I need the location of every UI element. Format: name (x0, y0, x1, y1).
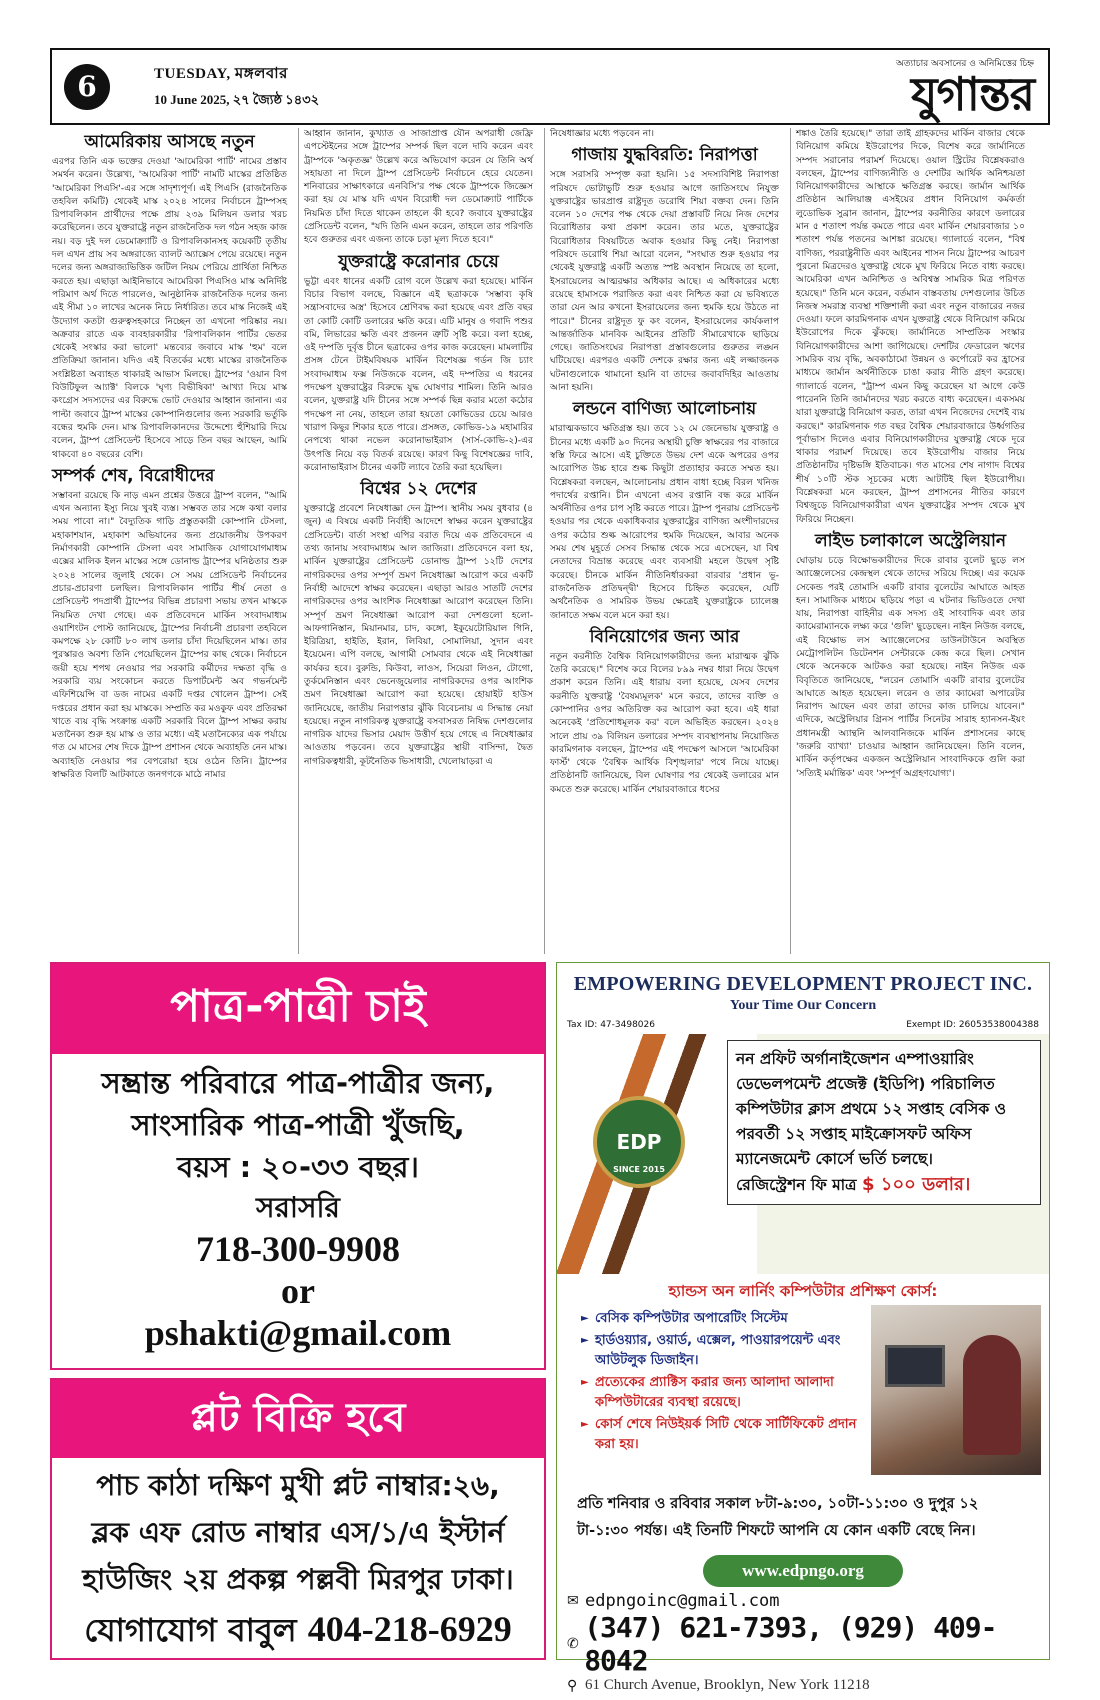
classroom-photo (871, 1305, 1041, 1475)
article-text: এরপর তিনি এক ভক্তের দেওয়া 'আমেরিকা পার্টি' নামের প্রস্তাব সমর্থন করেন। উল্লেখ্য, 'আমেরিকা পার্টি' নামটি মাস্কের প্রতিষ্ঠিত 'আমেরিকা পিএসি'-এর সঙ্গে সাদৃশ্যপূর্ণ। এই পিএসি (রাজনৈতিক তহবিল কমিটি) থেকেই মাস্ক ২০২৪ সালের নির্বাচনে ট্রাম্পসহ রিপাবলিকান প্রার্থীদের পক্ষে প্রায় ২৩৯ মিলিয়ন ডলার খরচ করেছিলেন। তবে যুক্তরাষ্ট্রে নতুন রাজনৈতিক দল গঠন সহজ কাজ নয়। বড় দুই দল ডেমোক্র্যাটি ও রিপাবলিকানসহ কয়েকটি তৃতীয় দল এখন প্রায় সব অঙ্গরাজ্যে ব্যালট অ্যাক্সেস পেয়ে রয়েছে। নতুন দলের জন্য অঙ্গরাজ্যভিত্তিক জটিল নিয়ম পেরিয়ে প্রার্থিতা নিশ্চিত করতে হয়। এছাড়া আইনিভাবে আমেরিকা পিএসিও মাস্ক অনির্দিষ্ট পরিমাণ অর্থ দিতে পারলেও, আনুষ্ঠানিক রাজনৈতিক দলের জন্য এই সীমা ১০ লাখের অনেক নিচে নির্ধারিত। তবে মাস্ক নিজেই এই উদ্যোগ কতটা গুরুত্বসহকারে নিচ্ছেন তা এখনো পরিষ্কার নয়। অক্রবার রাতে এক ব্যবহারকারীর 'রিপাবলিকান পার্টির ভেতর থেকেই সংস্কার করা ভালো' মন্তব্যের জবাবে মাস্ক 'হুম' বলে প্রতিক্রিয়া জানান। যদিও এই বিতর্কের মধ্যে মাস্কের রাজনৈতিক সংশ্লিষ্টতা অব্যাহত থাকারই আভাস মিলছে। ট্রাম্পের 'ওয়ান বিগ বিউটিফুল আ্যাক্ট' বিলকে 'ঘৃণ্য বিভীষিকা' আখ্যা দিয়ে মাস্ক কংগ্রেস সদস্যদের এর বিরুদ্ধে ভোট দেওয়ার আহ্বান জানান। এর পাল্টা জবাবে ট্রাম্প মাস্কের কোম্পানিগুলোর জন্য সরকারি ভর্তুকি বন্ধের হুমকি দেন। মাস্ক রিপাবলিকানদের উদ্দেশ্যে হুঁশিয়ারি দিয়ে বলেন, ট্রাম্প প্রেসিডেন্ট হিসেবে সাড়ে তিন বছর আছেন, আমি থাকবো ৪০ বছরের বেশি। (52, 157, 287, 460)
headline-london-trade-talks: লন্ডনে বাণিজ্য আলোচনায় (572, 399, 757, 420)
plot-ad-contact-label: যোগাযোগ বাবুল (84, 1611, 297, 1649)
envelope-icon: ✉ (567, 1593, 579, 1609)
plot-ad-line: ব্লক এফ রোড নাম্বার এস/১/এ ইস্টার্ন (91, 1516, 505, 1549)
headline-australian-reporter: লাইভ চলাকালে অস্ট্রেলিয়ান (814, 530, 1007, 551)
edp-course-list (581, 1309, 871, 1457)
edp-schedule: প্রতি শনিবার ও রবিবার সকাল ৮টা-৯:৩০, ১০টা-১১:৩০ ও দুপুর ১২ টা-১:৩০ পর্যন্ত। এই তিনটি শিফটে আপনি যে কোন একটি বেছে নিন। (577, 1496, 979, 1539)
plot-ad-line: হাউজিং ২য় প্রকল্প পল্লবী মিরপুর ঢাকা। (82, 1563, 514, 1596)
matrimony-ad-age: বয়স : ২০-৩৩ বছর। (177, 1150, 419, 1184)
edp-email[interactable]: edpngoinc@gmail.com (585, 1591, 780, 1611)
news-column-4 (790, 128, 1025, 954)
newspaper-logo: যুগান্তর (911, 67, 1034, 121)
edp-email-row (567, 1591, 1039, 1611)
matrimony-ad-line: সাংসারিক পাত্র-পাত্রী খুঁজছি, (131, 1108, 465, 1142)
location-pin-icon: ⚲ (567, 1677, 578, 1694)
matrimony-ad-heading: পাত্র-পাত্রী চাই (52, 964, 544, 1054)
edp-address: 61 Church Avenue, Brooklyn, New York 11218 (585, 1677, 870, 1693)
plot-ad-line: পাচ কাঠা দক্ষিণ মুখী প্লট নাম্বার:২৬, (96, 1469, 500, 1502)
edp-contact (557, 1587, 1049, 1694)
matrimony-ad-email[interactable]: pshakti@gmail.com (144, 1313, 452, 1353)
news-column-2 (298, 128, 533, 954)
article-text: সম্ভাবনা রয়েছে কি নাড় এমন প্রশ্নের উত্তরে ট্রাম্প বলেন, "আমি এখন অন্যান্য ইস্যু নিয়ে খুবই ব্যস্ত। সম্ভবত তার সঙ্গে কথা বলার সময় পাবো না।" বৈদ্যুতিক গাড়ি প্রস্তুতকারী কোম্পানি টেসলা, মহাকাশযান, মহাকাশ অভিযানের জন্য প্রয়োজনীয় উপকরণ নির্মাণকারী কোম্পানি টেসলা এবং সামাজিক যোগাযোগমাধ্যম এক্সের মালিক ইলন মাস্কের সঙ্গে ডোনাল্ড ট্রাম্পের ঘনিষ্ঠতার শুরু ২০২৪ সালের জুলাই থেকে। সে সময় প্রেসিডেন্ট নির্বাচনের প্রচার-প্রচারণা চলছিল। রিপাবলিকান পার্টির শীর্ষ নেতা ও প্রেসিডেন্ট পদপ্রার্থী ট্রাম্পের বিভিন্ন প্রচারণা সভায় তখন মাস্ককে নিয়মিত দেখা গেছে। এক প্রতিবেদনে মার্কিন সংবাদমাধ্যম ওয়াশিংটন পোস্ট জানিয়েছে, ট্রাম্পের নির্বাচনী প্রচারণা তহবিলে কমপক্ষে ২৮ কোটি ৮০ লাখ ডলার চাঁদা দিয়েছিলেন মাস্ক। তার পুরস্কারও অবশ্য তিনি পেয়েছিলেন ট্রাম্পের কাছ থেকে। নির্বাচনে জয়ী হয়ে শপথ নেওয়ার পর সরকারি কর্মীদের দক্ষতা বৃদ্ধি ও সরকারি ব্যয় সংকোচন করতে ডিপার্টমেন্ট অব গভর্নমেন্ট এফিশিয়েন্সি বা ডজ নামের একটি দপ্তর খোলেন ট্রাম্প। সেই দপ্তরের প্রধান করা হয় মাস্ককে। সম্প্রতি কর মওকুফ এবং প্রতিরক্ষা খাতে ব্যয় বৃদ্ধি সংক্রান্ত একটি সরকারি বিলে ট্রাম্প সাক্ষর করায় মতানৈক্য শুরু হয় মাস্ক ও তার মধ্যে। এই মতানৈক্যের এক পর্যায়ে গত মে মাসের শেষ দিকে ট্রাম্প প্রশাসন থেকে অব্যাহতি নেন মাস্ক। অব্যাহতি নেওয়ার পর বেপরোয়া হয়ে ওঠেন তিনি। ট্রাম্পের স্বাক্ষরিত বিলটি আটকাতে জনগণকে মাঠে নামার (52, 490, 287, 781)
edp-fee-label: রেজিস্ট্রেশন ফি মাত্র (736, 1176, 857, 1194)
plot-ad-contact (58, 1603, 538, 1656)
headline-worse-than-corona: যুক্তরাষ্ট্রে করোনার চেয়ে (338, 251, 499, 272)
edp-logo-since: SINCE 2015 (613, 1165, 665, 1174)
matrimony-ad (50, 962, 546, 1370)
edp-logo-text: EDP (616, 1130, 662, 1154)
phone-icon: ✆ (567, 1636, 579, 1652)
edp-course-heading: হ্যান্ডস অন লার্নিং কম্পিউটার প্রশিক্ষণ কোর্স: (668, 1282, 938, 1300)
student-figure (963, 1335, 1021, 1455)
edp-intro-box (727, 1040, 1041, 1205)
edp-fee-amount: $ ১০০ ডলার। (861, 1174, 971, 1195)
news-column-1 (52, 128, 287, 954)
dateline-date: 10 June 2025, ২৭ জ্যৈষ্ঠ ১৪৩২ (154, 91, 320, 107)
article-text: আহ্বান জানান, কুখ্যাত ও সাজাপ্রাপ্ত যৌন অপরাধী জেফ্রি এপস্টেইনের সঙ্গে ট্রাম্পের সম্পর্ক ছিল বলে দাবি করেন এবং ট্রাম্পকে 'অকৃতজ্ঞ' উল্লেখ করে অভিযোগ করেন যে তিনি অর্থ সহায়তা না দিলে ট্রাম্প প্রেসিডেন্ট নির্বাচনে হেরে যেতেন। শনিবারের সাক্ষাৎকারে এনবিসি'র পক্ষ থেকে ট্রাম্পকে জিজ্ঞেস করা হয় যে মাস্ক যদি এখন বিরোধী দল ডেমোক্র্যাট পার্টিকে নিয়মিত চাঁদা দিতে থাকেন তাহলে কী হবে? জবাবে যুক্তরাষ্ট্রের প্রেসিডেন্ট বলেন, "যদি তিনি এমন করেন, তাহলে তার পরিণতি হবে গুরুতর এবং এজন্য তাকে চড়া মূল্য দিতে হবে।" (304, 129, 533, 246)
plot-ad-heading: প্লট বিক্রি হবে (52, 1380, 544, 1458)
edp-logo (593, 1096, 685, 1188)
article-text: যুক্তরাষ্ট্রে প্রবেশে নিষেধাজ্ঞা দেন ট্রাম্প। স্থানীয় সময় বুধবার (৪ জুন) এ বিষয়ে একটি নির্বাহী আদেশে স্বাক্ষর করেন যুক্তরাষ্ট্রের প্রেসিডেন্ট। বার্তা সংস্থা এপির বরাত দিয়ে এক প্রতিবেদনে এ তথ্য জানায় সংবাদমাধ্যম আল জাজিরা। প্রতিবেদনে বলা হয়, মার্কিন যুক্তরাষ্ট্রের প্রেসিডেন্ট ডোনাল্ড ট্রাম্প ১২টি দেশের নাগরিকদের ওপর সম্পূর্ণ ভ্রমণ নিষেধাজ্ঞা আরোপ করে একটি নির্বাহী আদেশে স্বাক্ষর করেছেন। এছাড়া আরও সাতটি দেশের নাগরিকদের ওপর আংশিক নিষেধাজ্ঞা আরোপ করেছেন তিনি। সম্পূর্ণ ভ্রমণ নিষেধাজ্ঞা আরোপ করা দেশগুলো হলো- আফগানিস্তান, মিয়ানমার, চাদ, কঙ্গো, ইকুয়েটোরিয়াল গিনি, ইরিত্রিয়া, হাইতি, ইরান, লিবিয়া, সোমালিয়া, সুদান এবং ইয়েমেন। এপি বলছে, আগামী সোমবার থেকে এই নিষেধাজ্ঞা কার্যকর হবে। বুরুন্ডি, কিউবা, লাওস, সিয়েরা লিওন, টোগো, তুর্কমেনিস্তান এবং ভেনেজুয়েলার নাগরিকদের ওপর আংশিক ভ্রমণ নিষেধাজ্ঞা আরোপ করা হয়েছে। হোয়াইট হাউস জানিয়েছে, জাতীয় নিরাপত্তার ঝুঁকি বিবেচনায় এ সিদ্ধান্ত নেয়া হয়েছে। নতুন নাগরিকত্ব যুক্তরাষ্ট্রে বসবাসরত নিষিদ্ধ দেশগুলোর নাগরিক যাদের ভিসার মেয়াদ উত্তীর্ণ হয়ে গেছে এ নিষেধাজ্ঞার আওতায় পড়বেন। তবে যুক্তরাষ্ট্রের স্থায়ী বাসিন্দা, দ্বৈত নাগরিকত্বধারী, কূটনৈতিক ভিসাধারী, খেলোয়াড়রা এ (304, 504, 533, 767)
matrimony-ad-line: সম্ভ্রান্ত পরিবারে পাত্র-পাত্রীর জন্য, (101, 1066, 495, 1100)
matrimony-ad-direct: সরাসরি (256, 1191, 340, 1224)
edp-phones[interactable]: (347) 621-7393, (929) 409-8042 (584, 1611, 997, 1677)
edp-course-item: ► কোর্স শেষে নিউইয়র্ক সিটি থেকে সার্টিফিকেট প্রদান করা হয়। (581, 1415, 871, 1455)
article-text: নিষেধাজ্ঞার মধ্যে পড়বেন না। (550, 129, 655, 139)
edp-website-link[interactable]: www.edpngo.org (703, 1555, 903, 1587)
edp-tagline: Your Time Our Concern (729, 998, 877, 1013)
headline-gaza-ceasefire: গাজায় যুদ্ধবিরতি: নিরাপত্তা (571, 145, 758, 166)
edp-title: EMPOWERING DEVELOPMENT PROJECT INC. (573, 973, 1033, 995)
edp-intro-text: নন প্রফিট অর্গানাইজেশন এম্পাওয়ারিং ডেভেলপমেন্ট প্রজেক্ট (ইডিপি) পরিচালিত কম্পিউটার ক্লাস প্রথমে ১২ সপ্তাহ বেসিক ও পরবর্তী ১২ সপ্তাহ মাইক্রোসফট অফিস ম্যানেজমেন্ট কোর্সে ভর্তি চলছে। (736, 1050, 1007, 1168)
edp-exempt-id: Exempt ID: 26053538004388 (906, 1020, 1039, 1030)
plot-ad-phone[interactable]: 404-218-6929 (307, 1609, 512, 1649)
edp-course-item: ► প্রত্যেকের প্র্যাক্টিস করার জন্য আলাদা আলাদা কম্পিউটারের ব্যবস্থা রয়েছে। (581, 1373, 871, 1413)
article-text: সঙ্গে সরাসরি সম্পৃক্ত করা হয়নি। ১৫ সদস্যবিশিষ্ট নিরাপত্তা পরিষদে ভোটাভুটি শুরু হওয়ার আগে জাতিসংঘে নিযুক্ত যুক্তরাষ্ট্রের ভারপ্রাপ্ত রাষ্ট্রদূত ডরোথি শিয়া বক্তব্য দেন। তিনি বলেন ১০ দেশের পক্ষ থেকে দেয়া প্রস্তাবটি নিয়ে নিজ দেশের বিরোধিতার কথা প্রকাশ করেন। তার মতে, যুক্তরাষ্ট্রের বিরোধিতার বিষয়টিতে অবাক হওয়ার কিছু নেই। নিরাপত্তা পরিষদে ডরোথি শিয়া আরো বলেন, "সংঘাত শুরু হওয়ার পর থেকেই যুক্তরাষ্ট্র একটি অত্যন্ত স্পষ্ট অবস্থান নিয়েছে তা হলো, ইসরায়েলের আত্মরক্ষার অধিকার আছে। এ অধিকারের মধ্যে রয়েছে হামাসকে পরাজিত করা এবং নিশ্চিত করা যে ভবিষ্যতে তারা যেন আর কখনো ইসরায়েলের জন্য হুমকি হয়ে উঠতে না পারে।" চীনের রাষ্ট্রদূত ফু কং বলেন, ইসরায়েলের কার্যকলাপ আন্তর্জাতিক মানবিক আইনের প্রতিটি সীমারেখাকে ছাড়িয়ে গেছে। জাতিসংঘের নিরাপত্তা প্রস্তাবগুলোর গুরুতর লঙ্ঘন ঘটিয়েছে। এরপরও একটি দেশকে রক্ষার জন্য এই লজ্জাজনক ঘটনাগুলোকে থামানো হয়নি বা তাদের জবাবদিহির আওতায় আনা হয়নি। (550, 170, 779, 394)
edp-tax-id: Tax ID: 47-3498026 (567, 1020, 655, 1030)
dateline (154, 62, 319, 112)
edp-computer-course-ad (556, 962, 1050, 1694)
article-text: মারাত্মকভাবে ক্ষতিগ্রস্ত হয়। তবে ১২ মে জেনেভায় যুক্তরাষ্ট্র ও চীনের মধ্যে একটি ৯০ দিনের অস্থায়ী চুক্তি স্বাক্ষরের পর বাজারে স্বস্তি ফিরে আসে। এই চুক্তিতে উভয় দেশ একে অপরের ওপর আরোপিত উচ্চ হারে শুল্ক কিছুটা প্রত্যাহার করতে সম্মত হয়। বিশ্লেষকরা বলছেন, আলোচনায় প্রধান বাধা হচ্ছে বিরল খনিজ পদার্থের রপ্তানি। চীন এখনো এসব রপ্তানি বন্ধ করে মার্কিন অর্থনীতির ওপর চাপ সৃষ্টি করতে পারে। ট্রাম্প পুনরায় প্রেসিডেন্ট হওয়ার পর থেকে একাধিকবার যুক্তরাষ্ট্রের বাণিজ্য অংশীদারদের ওপর কঠোর শুল্ক আরোপের হুমকি দিয়েছেন, আবার অনেক সময় শেষ মুহূর্তে সেসব সিদ্ধান্ত থেকে সরে এসেছেন, যা বিশ্ব নেতাদের বিভ্রান্ত করেছে এবং ব্যবসায়ী মহলে উদ্বেগ সৃষ্টি করেছে। চীনকে মার্কিন নীতিনির্ধারকরা বারবার 'প্রধান ভূ-রাজনৈতিক প্রতিদ্বন্দ্বী' হিসেবে চিহ্নিত করেছেন, যেটি অর্থনৈতিক ও সামরিক উভয় ক্ষেত্রেই যুক্তরাষ্ট্রকে চ্যালেঞ্জ জানাতে সক্ষম বলে মনে করা হয়। (550, 424, 779, 621)
edp-course-item: ► বেসিক কম্পিউটার অপারেটিং সিস্টেম (581, 1309, 871, 1329)
edp-course-item: ► হার্ডওয়্যার, ওয়ার্ড, এক্সেল, পাওয়ারপয়েন্ট এবং আউটলুক ডিজাইন। (581, 1331, 871, 1371)
edp-ids (557, 1014, 1049, 1030)
headline-relationship-ended: সম্পর্ক শেষ, বিরোধীদের (52, 465, 215, 486)
matrimony-ad-or: or (281, 1271, 315, 1311)
matrimony-ad-phone[interactable]: 718-300-9908 (196, 1229, 400, 1269)
headline-america-party: আমেরিকায় আসছে নতুন (84, 132, 255, 152)
article-text: ঘোড়ায় চড়ে বিক্ষোভকারীদের দিকে রাবার বুলেট ছুড়ে লস অ্যাঞ্জেলেসের কেন্দ্রস্থল থেকে তাদের সরিয়ে দিচ্ছে। এর কয়েক সেকেন্ড পরই তোমাসি একটি রাবার বুলেটের আঘাতে আহত হন। সামাজিক মাধ্যমে ছড়িয়ে পড়া এ ঘটনার ভিডিওতে দেখা যায়, নিরাপত্তা বাহিনীর এক সদস্য ওই সাংবাদিক এবং তার ক্যামেরাম্যানকে লক্ষ্য করে 'গুলি' ছুড়েছেন। নাইন নিউজ বলছে, এই বিক্ষোভ লস অ্যাঞ্জেলেসের ডাউনটাউনে অবস্থিত মেট্রোপলিটন ডিটেনশন সেন্টারকে কেন্দ্র করে ছিল। সেখান থেকে অনেককে আটকও করা হয়েছে। নাইন নিউজ এক বিবৃতিতে জানিয়েছে, "লরেন তোমাসি একটি রাবার বুলেটের আঘাতে আহত হয়েছেন। লরেন ও তার ক্যামেরা অপারেটর নিরাপদ আছেন এবং তারা তাদের কাজ চালিয়ে যাবেন।" এদিকে, অস্ট্রেলিয়ার গ্রিনস পার্টির সিনেটর সারাহ হ্যানসন-ইয়ং প্রধানমন্ত্রী অ্যান্থনি আলবানিজকে মার্কিন প্রশাসনের কাছে 'জরুরি ব্যাখ্যা' চাওয়ার আহ্বান জানিয়েছেন। তিনি বলেন, মার্কিন কর্তৃপক্ষের একজন অস্ট্রেলিয়ান সাংবাদিককে গুলি করা 'সত্যিই মর্মান্তিক' এবং 'সম্পূর্ণ অগ্রহণযোগ্য'। (796, 555, 1025, 779)
plot-sale-ad (50, 1378, 546, 1660)
masthead (50, 48, 1050, 125)
edp-phone-row (567, 1611, 1039, 1677)
article-text: ভুট্টা এবং ধানের একটি রোগ বলে উল্লেখ করা হয়েছে। মার্কিন বিচার বিভাগ বলছে, বিজ্ঞানে এই ছত্রাককে 'সম্ভাব্য কৃষি সন্ত্রাসবাদের অস্ত্র' হিসেবে শ্রেণিবদ্ধ করা হয়েছে এবং প্রতি বছর তা কোটি কোটি ডলারের ক্ষতি করে। এটি মানুষ ও গবাদি পশুর বমি, লিভারের ক্ষতি এবং প্রজনন ত্রুটি সৃষ্টি করে। বলা হচ্ছে, ওই দম্পতি দুর্বৃত্ত চীনে ছত্রাকের ওপর কাজ করেছেন। মামলাটির প্রসঙ্গ টেনে টাইমবিষয়ক মার্কিন বিশেষজ্ঞ গর্ডন জি চ্যাং সংবাদমাধ্যম ফক্স নিউজকে বলেন, এই দম্পতির এ ধরনের পদক্ষেপ যুক্তরাষ্ট্রের বিরুদ্ধে যুদ্ধ ঘোষণার শামিল। তিনি আরও বলেন, যুক্তরাষ্ট্র যদি চীনের সঙ্গে সম্পর্ক ছিন্ন করার মতো কঠোর পদক্ষেপ না নেয়, তাহলে তারা হয়তো কোভিডের চেয়ে আরও খারাপ কিছুর শিকার হতে পারে। প্রসঙ্গত, কোভিড-১৯ মহামারির নেপথ্যে থাকা নভেল করোনাভাইরাস (সার্স-কোভি-২)-এর উৎপত্তি নিয়ে বড় বিতর্ক রয়েছে। কারণ কিছু বিশেষজ্ঞের দাবি, করোনাভাইরাস চীনের একটি ল্যাবে তৈরি করা হয়েছিল। (304, 276, 533, 473)
newspaper-brand (896, 56, 1034, 121)
edp-address-row (567, 1677, 1039, 1694)
article-text: নতুন করনীতি বৈশ্বিক বিনিয়োগকারীদের জন্য মারাত্মক ঝুঁকি তৈরি করেছে।" বিশেষ করে বিলের ৮৯৯ নম্বর ধারা নিয়ে উদ্বেগ প্রকাশ করেন তিনি। এই ধারায় বলা হয়েছে, যেসব দেশের করনীতি যুক্তরাষ্ট্র 'বৈষম্যমূলক' মনে করবে, তাদের ব্যক্তি ও কোম্পানির ওপর অতিরিক্ত কর আরোপ করা হবে। এই ধারা অনেকেই 'প্রতিশোধমূলক কর' বলে অভিহিত করছেন। ২০২৪ সালে প্রায় ৩৯ বিলিয়ন ডলারের সম্পদ ব্যবস্থাপনায় নিয়োজিত কারমিগনাক বলছেন, ট্রাম্পের এই পদক্ষেপ আসলে 'আমেরিকা ফার্স্ট' থেকে 'বৈশ্বিক আর্থিক বিশৃঙ্খলার' পথে নিয়ে যাচ্ছে। প্রতিষ্ঠানটি জানিয়েছে, বিল ঘোষণার পর থেকেই ডলারের মান কমতে শুরু করেছে। মার্কিন শেয়ারবাজারে ধসের (550, 651, 779, 795)
edp-course-section (557, 1305, 1049, 1483)
computer-monitor-icon (885, 1345, 945, 1387)
dateline-day: TUESDAY, মঙ্গলবার (154, 65, 288, 82)
brand-tagline: অত্যাচার অবসানের ও অনিমিত্তের চিহ্ন (896, 59, 1034, 69)
article-text: শঙ্কাও তৈরি হয়েছে।" তারা তাই গ্রাহকদের মার্কিন বাজার থেকে বিনিয়োগ কমিয়ে ইউরোপের দিকে, বিশেষ করে জার্মানিতে সম্পদ সরানোর পরামর্শ দিয়েছে। ওয়াল স্ট্রিটের বিশ্লেষকরাও বলছেন, ট্রাম্পের বাণিজ্যনীতি ও দেশটির আর্থিক অনিশ্চয়তা বিনিয়োগকারীদের আস্থাকে ক্ষতিগ্রস্ত করছে। জার্মান আর্থিক প্রতিষ্ঠান আলিয়াঞ্জ এসইয়ের প্রধান বিনিয়োগ কর্মকর্তা লুডোভিক সুব্রান জানান, ট্রাম্পের করনীতির কারণে ডলারের মান ৫ শতাংশ পর্যন্ত কমতে পারে এবং মার্কিন শেয়ারবাজার ১০ শতাংশ পর্যন্ত পতনের আশঙ্কা রয়েছে। গ্যালার্ডে বলেন, "বিশ্ব বাণিজ্য, পররাষ্ট্রনীতি এবং আইনের শাসন নিয়ে ট্রাম্পের আচরণ পুরনো মিত্রদেরও যুক্তরাষ্ট্র থেকে মুখ ফিরিয়ে নিতে বাধ্য করছে। আমেরিকা এখন অনিশ্চিত ও অবিশ্বস্ত সামরিক মিত্র পরিণত হয়েছে।" তিনি মনে করেন, বর্তমান বাস্তবতায় দেশগুলোর উচিত নিজস্ব সমরাস্ত্র ব্যবস্থা শক্তিশালী করা এবং নতুন বাজারের নজর দেওয়া। ফলে কারমিগনাক এখন যুক্তরাষ্ট্র থেকে বিনিয়োগ কমিয়ে ইউরোপের দিকে ঝুঁকছে। জার্মানিতে সাম্প্রতিক সংস্কার বিনিয়োগকারীদের আশা জাগিয়েছে। দেশটির ফেডারেল ঋণের সামরিক ব্যয় বৃদ্ধি, অবকাঠামো উন্নয়ন ও কর্পোরেট কর হ্রাসের মাধ্যমে জার্মান অর্থনীতিকে চাঙা করার নীতি গ্রহণ করেছে। গ্যালার্ডে বলেন, "ট্রাম্প এমন কিছু করেছেন যা আগে কেউ পারেননি তিনি জার্মানদের খরচ করতে বাধ্য করেছেন। একসময় যারা যুক্তরাষ্ট্রে বিনিয়োগ করত, তারা এখন নিজেদের দেশেই ব্যয় করছে।" কারমিগনাক গত বছর বৈশ্বিক শেয়ারবাজারে উর্ধ্বগতির পূর্বাভাস দিলেও এবার বিনিয়োগকারীদের যুক্তরাষ্ট্র থেকে দূরে থাকার পরামর্শ দিয়েছে। তবে ইউরোপীয় বাজার নিয়ে প্রতিষ্ঠানটির দৃষ্টিভঙ্গি ইতিবাচক। গত মাসের শেষ নাগাদ বিশ্বের শীর্ষ ১০টি স্টক সূচকের মধ্যে আটটিই ছিল ইউরোপীয়। বিশ্লেষকরা মনে করছেন, ট্রাম্প প্রশাসনের নীতির কারণে বিশ্বজুড়ে বিনিয়োগকারীরা এখন যুক্তরাষ্ট্রের সম্পদ থেকে মুখ ফিরিয়ে নিচ্ছেন। (796, 129, 1025, 525)
headline-twelve-countries: বিশ্বের ১২ দেশের (360, 479, 477, 500)
news-column-3 (544, 128, 779, 954)
headline-investment: বিনিয়োগের জন্য আর (589, 626, 740, 647)
edp-intro-section (557, 1034, 1049, 1274)
page-number: 6 (64, 64, 110, 110)
